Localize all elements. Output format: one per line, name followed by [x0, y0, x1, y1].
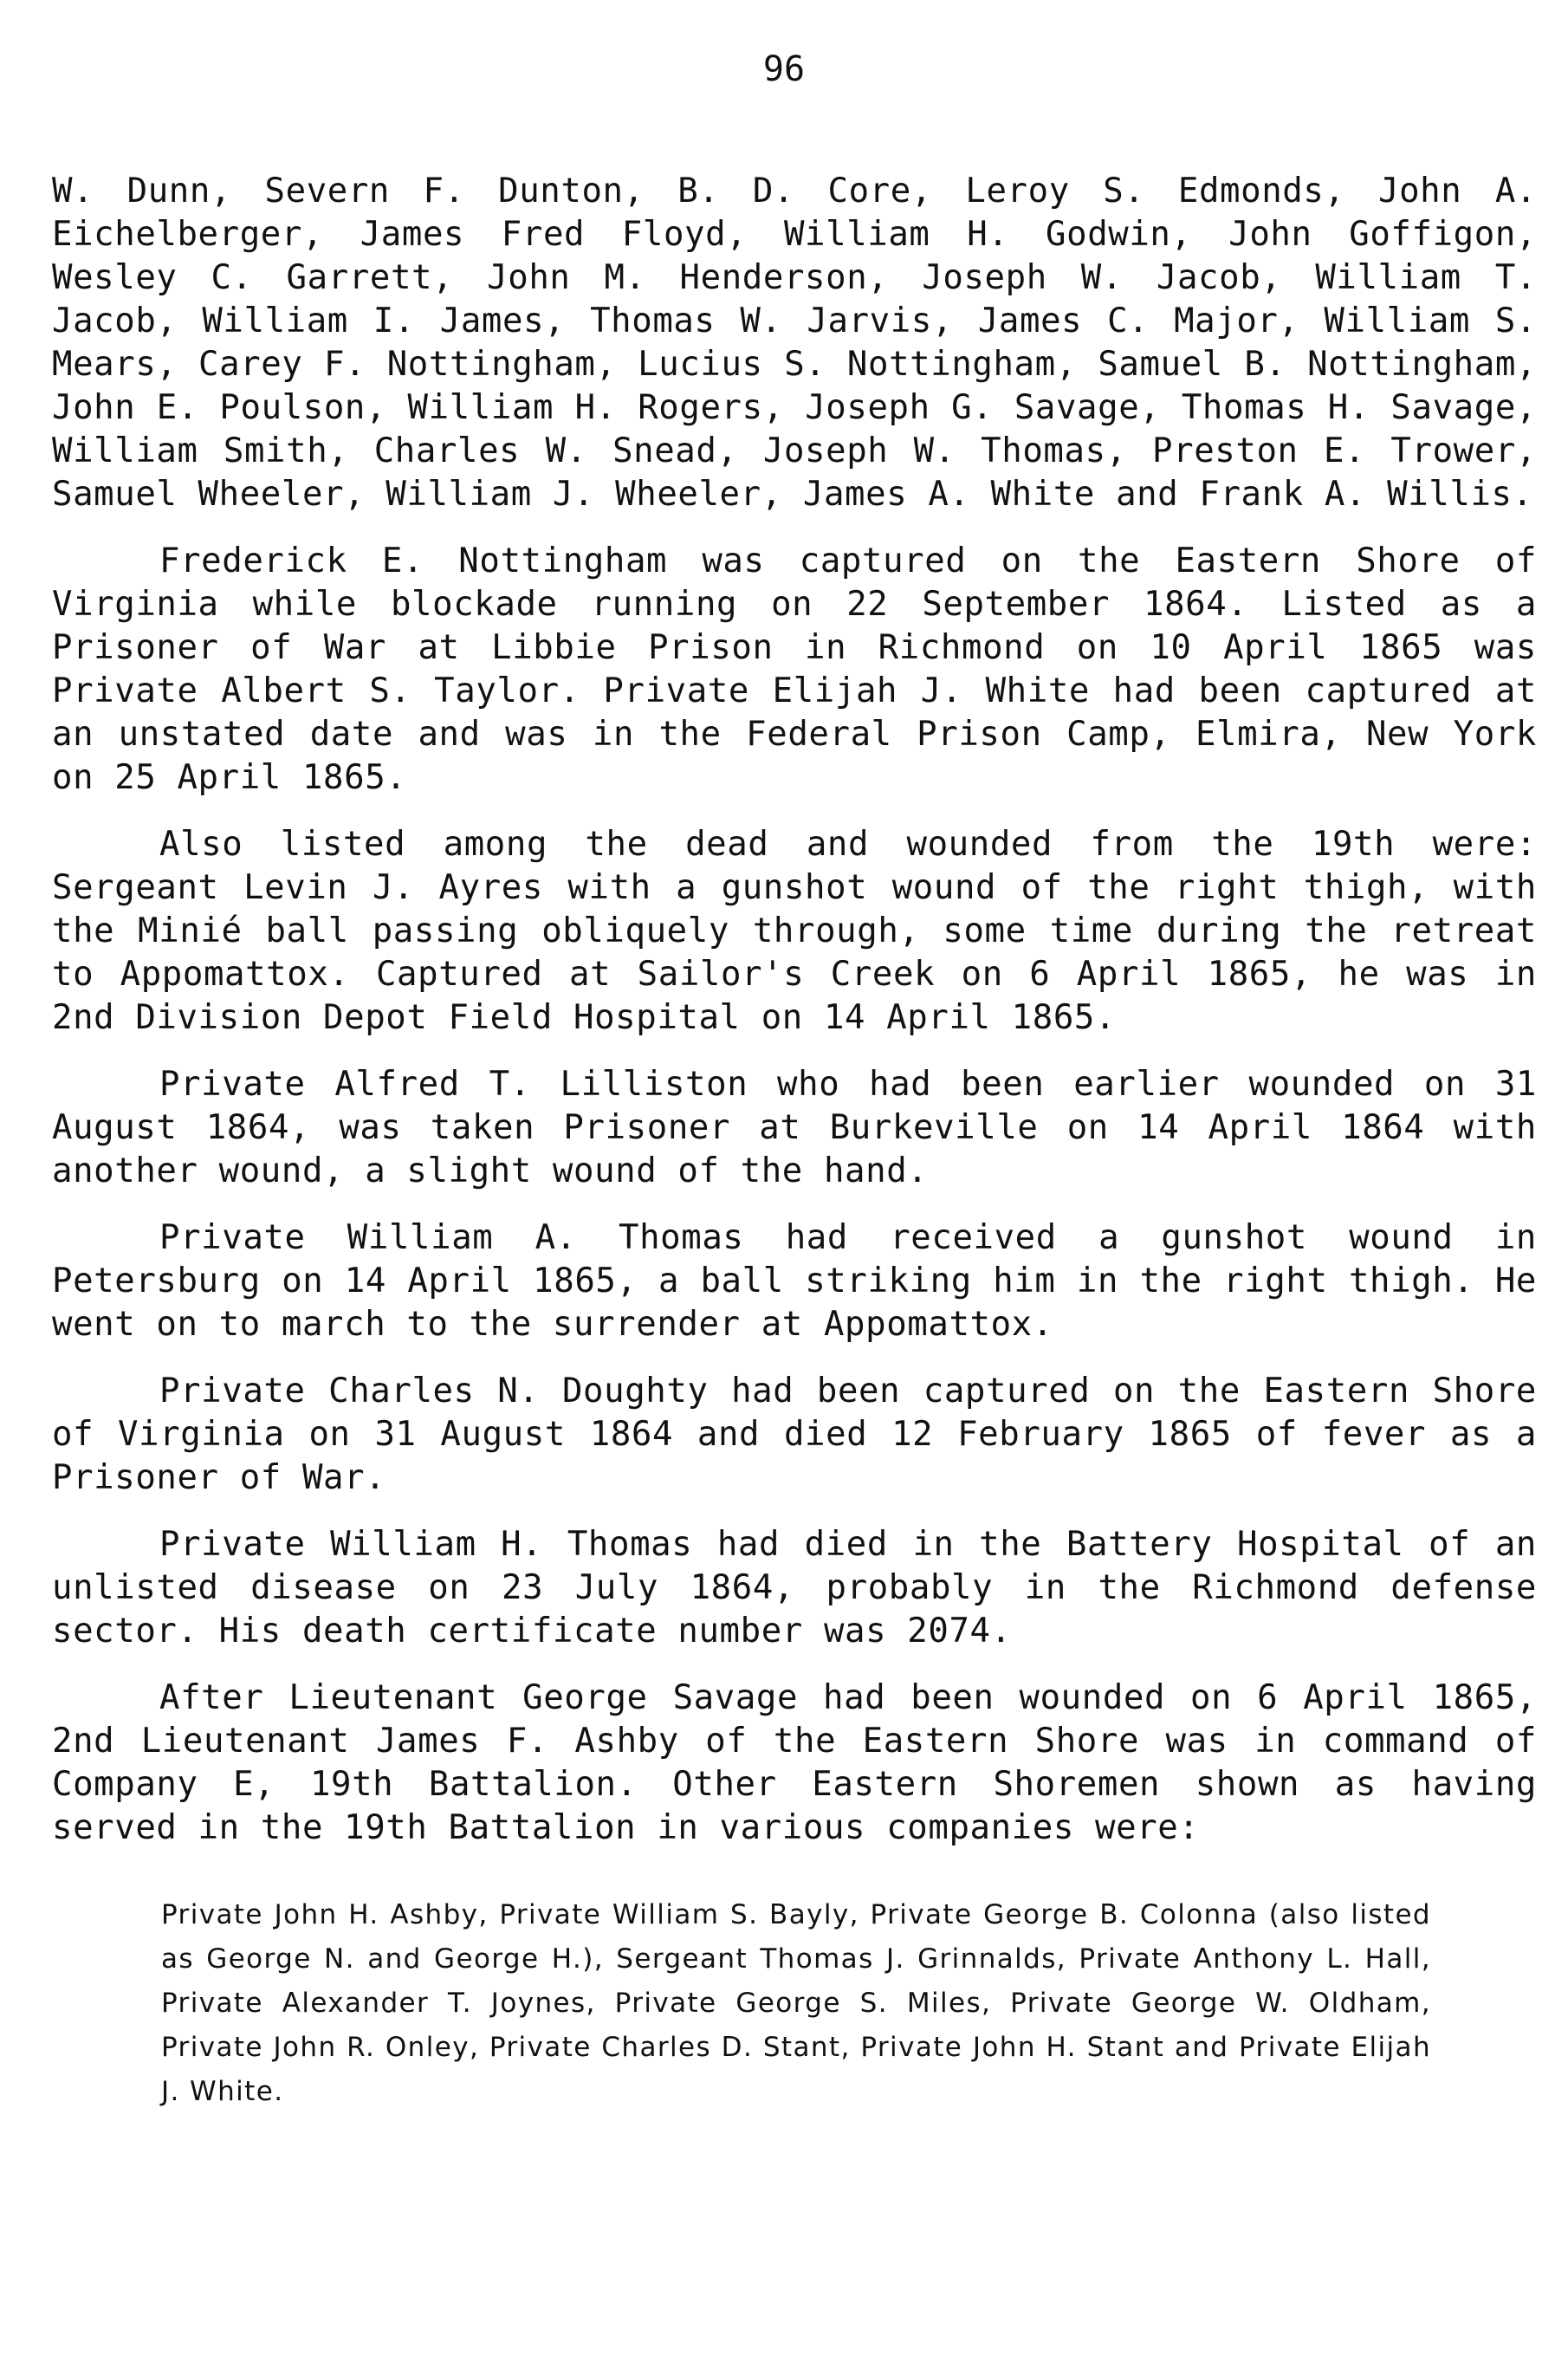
paragraph-name-list-continued: W. Dunn, Severn F. Dunton, B. D. Core, Leroy S. Edmonds, John A. Eichelberger, James Fred Floyd, William H. Godwin, John Goffigon, Wesley C. Garrett, John M. Henderson, Joseph W. Jacob, William T. Jacob, William I. James, Thomas W. Jarvis, James C. Major, William S. Mears, Carey F. Nottingham, Lucius S. Nottingham, Samuel B. Nottingham, John E. Poulson, William H. Rogers, Joseph G. Savage, Thomas H. Savage, William Smith, Charles W. Snead, Joseph W. Thomas, Preston E. Trower, Samuel Wheeler, William J. Wheeler, James A. White and Frank A. Willis.	[52, 172, 1537, 514]
paragraph-nottingham-capture: Frederick E. Nottingham was captured on the Eastern Shore of Virginia while blockade running on 22 September 1864. Listed as a Prisoner of War at Libbie Prison in Richmond on 10 April 1865 was Private Albert S. Taylor. Private Elijah J. White had been captured at an unstated date and was in the Federal Prison Camp, Elmira, New York on 25 April 1865.	[52, 542, 1537, 797]
page-number: 96	[762, 49, 806, 89]
paragraph-lilliston: Private Alfred T. Lilliston who had been earlier wounded on 31 August 1864, was taken Prisoner at Burkeville on 14 April 1864 with another wound, a slight wound of the hand.	[52, 1065, 1537, 1190]
paragraph-dead-and-wounded: Also listed among the dead and wounded from the 19th were: Sergeant Levin J. Ayres with a gunshot wound of the right thigh, with the Minié ball passing obliquely through, some time during the retreat to Appomattox. Captured at Sailor's Creek on 6 April 1865, he was in 2nd Division Depot Field Hospital on 14 April 1865.	[52, 825, 1537, 1037]
paragraph-doughty: Private Charles N. Doughty had been captured on the Eastern Shore of Virginia on 31 August 1864 and died 12 February 1865 of fever as a Prisoner of War.	[52, 1372, 1537, 1497]
body-text	[52, 170, 1537, 1873]
paragraph-william-a-thomas: Private William A. Thomas had received a gunshot wound in Petersburg on 14 April 1865, a ball striking him in the right thigh. He went on to march to the surrender at Appomattox.	[52, 1218, 1537, 1344]
paragraph-savage-ashby: After Lieutenant George Savage had been wounded on 6 April 1865, 2nd Lieutenant James F. Ashby of the Eastern Shore was in command of Company E, 19th Battalion. Other Eastern Shoremen shown as having served in the 19th Battalion in various companies were:	[52, 1678, 1537, 1847]
paragraph-william-h-thomas: Private William H. Thomas had died in the Battery Hospital of an unlisted disease on 23 July 1864, probably in the Richmond defense sector. His death certificate number was 2074.	[52, 1525, 1537, 1651]
served-in-19th-battalion-list: Private John H. Ashby, Private William S. Bayly, Private George B. Colonna (also listed as George N. and George H.), Sergeant Thomas J. Grinnalds, Private Anthony L. Hall, Private Alexander T. Joynes, Private George S. Miles, Private George W. Oldham, Private John R. Onley, Private Charles D. Stant, Private John H. Stant and Private Elijah J. White.	[161, 1899, 1431, 2107]
